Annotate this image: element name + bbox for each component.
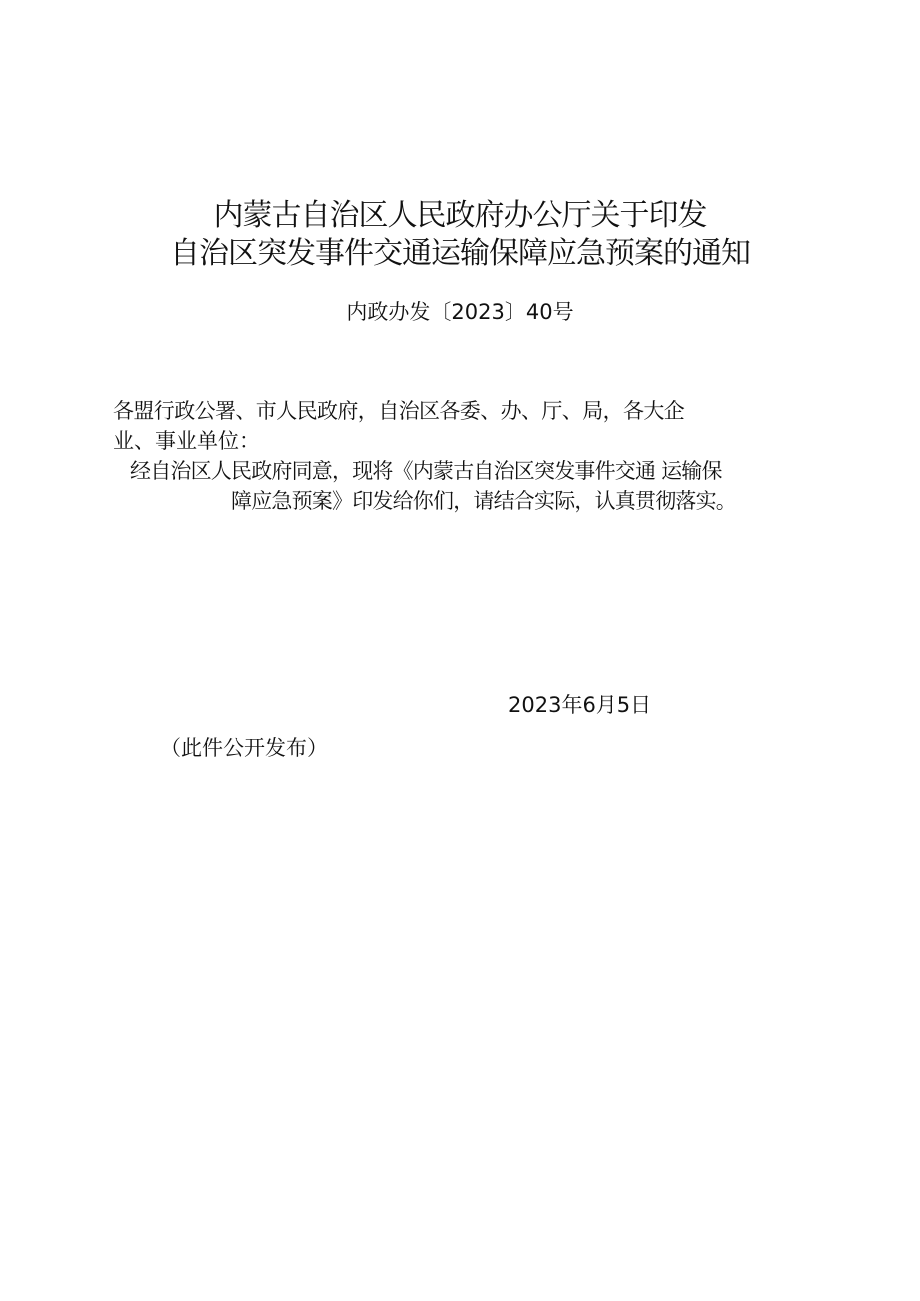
body-paragraph-line-1: 经自治区人民政府同意，现将《内蒙古自治区突发事件交通 运输保 xyxy=(130,459,722,483)
release-note: （此件公开发布） xyxy=(160,736,328,760)
title-line-2: 自治区突发事件交通运输保障应急预案的通知 xyxy=(170,236,750,271)
title-line-1: 内蒙古自治区人民政府办公厅关于印发 xyxy=(213,198,707,233)
addressee-line-2: 业、事业单位： xyxy=(113,429,260,453)
document-number: 内政办发〔2023〕40号 xyxy=(346,300,574,324)
addressee-line-1: 各盟行政公署、市人民政府，自治区各委、办、厅、局，各大企 xyxy=(113,399,685,423)
issue-date: 2023年6月5日 xyxy=(508,693,652,717)
body-paragraph-line-2: 障应急预案》印发给你们，请结合实际，认真贯彻落实。 xyxy=(231,489,736,513)
